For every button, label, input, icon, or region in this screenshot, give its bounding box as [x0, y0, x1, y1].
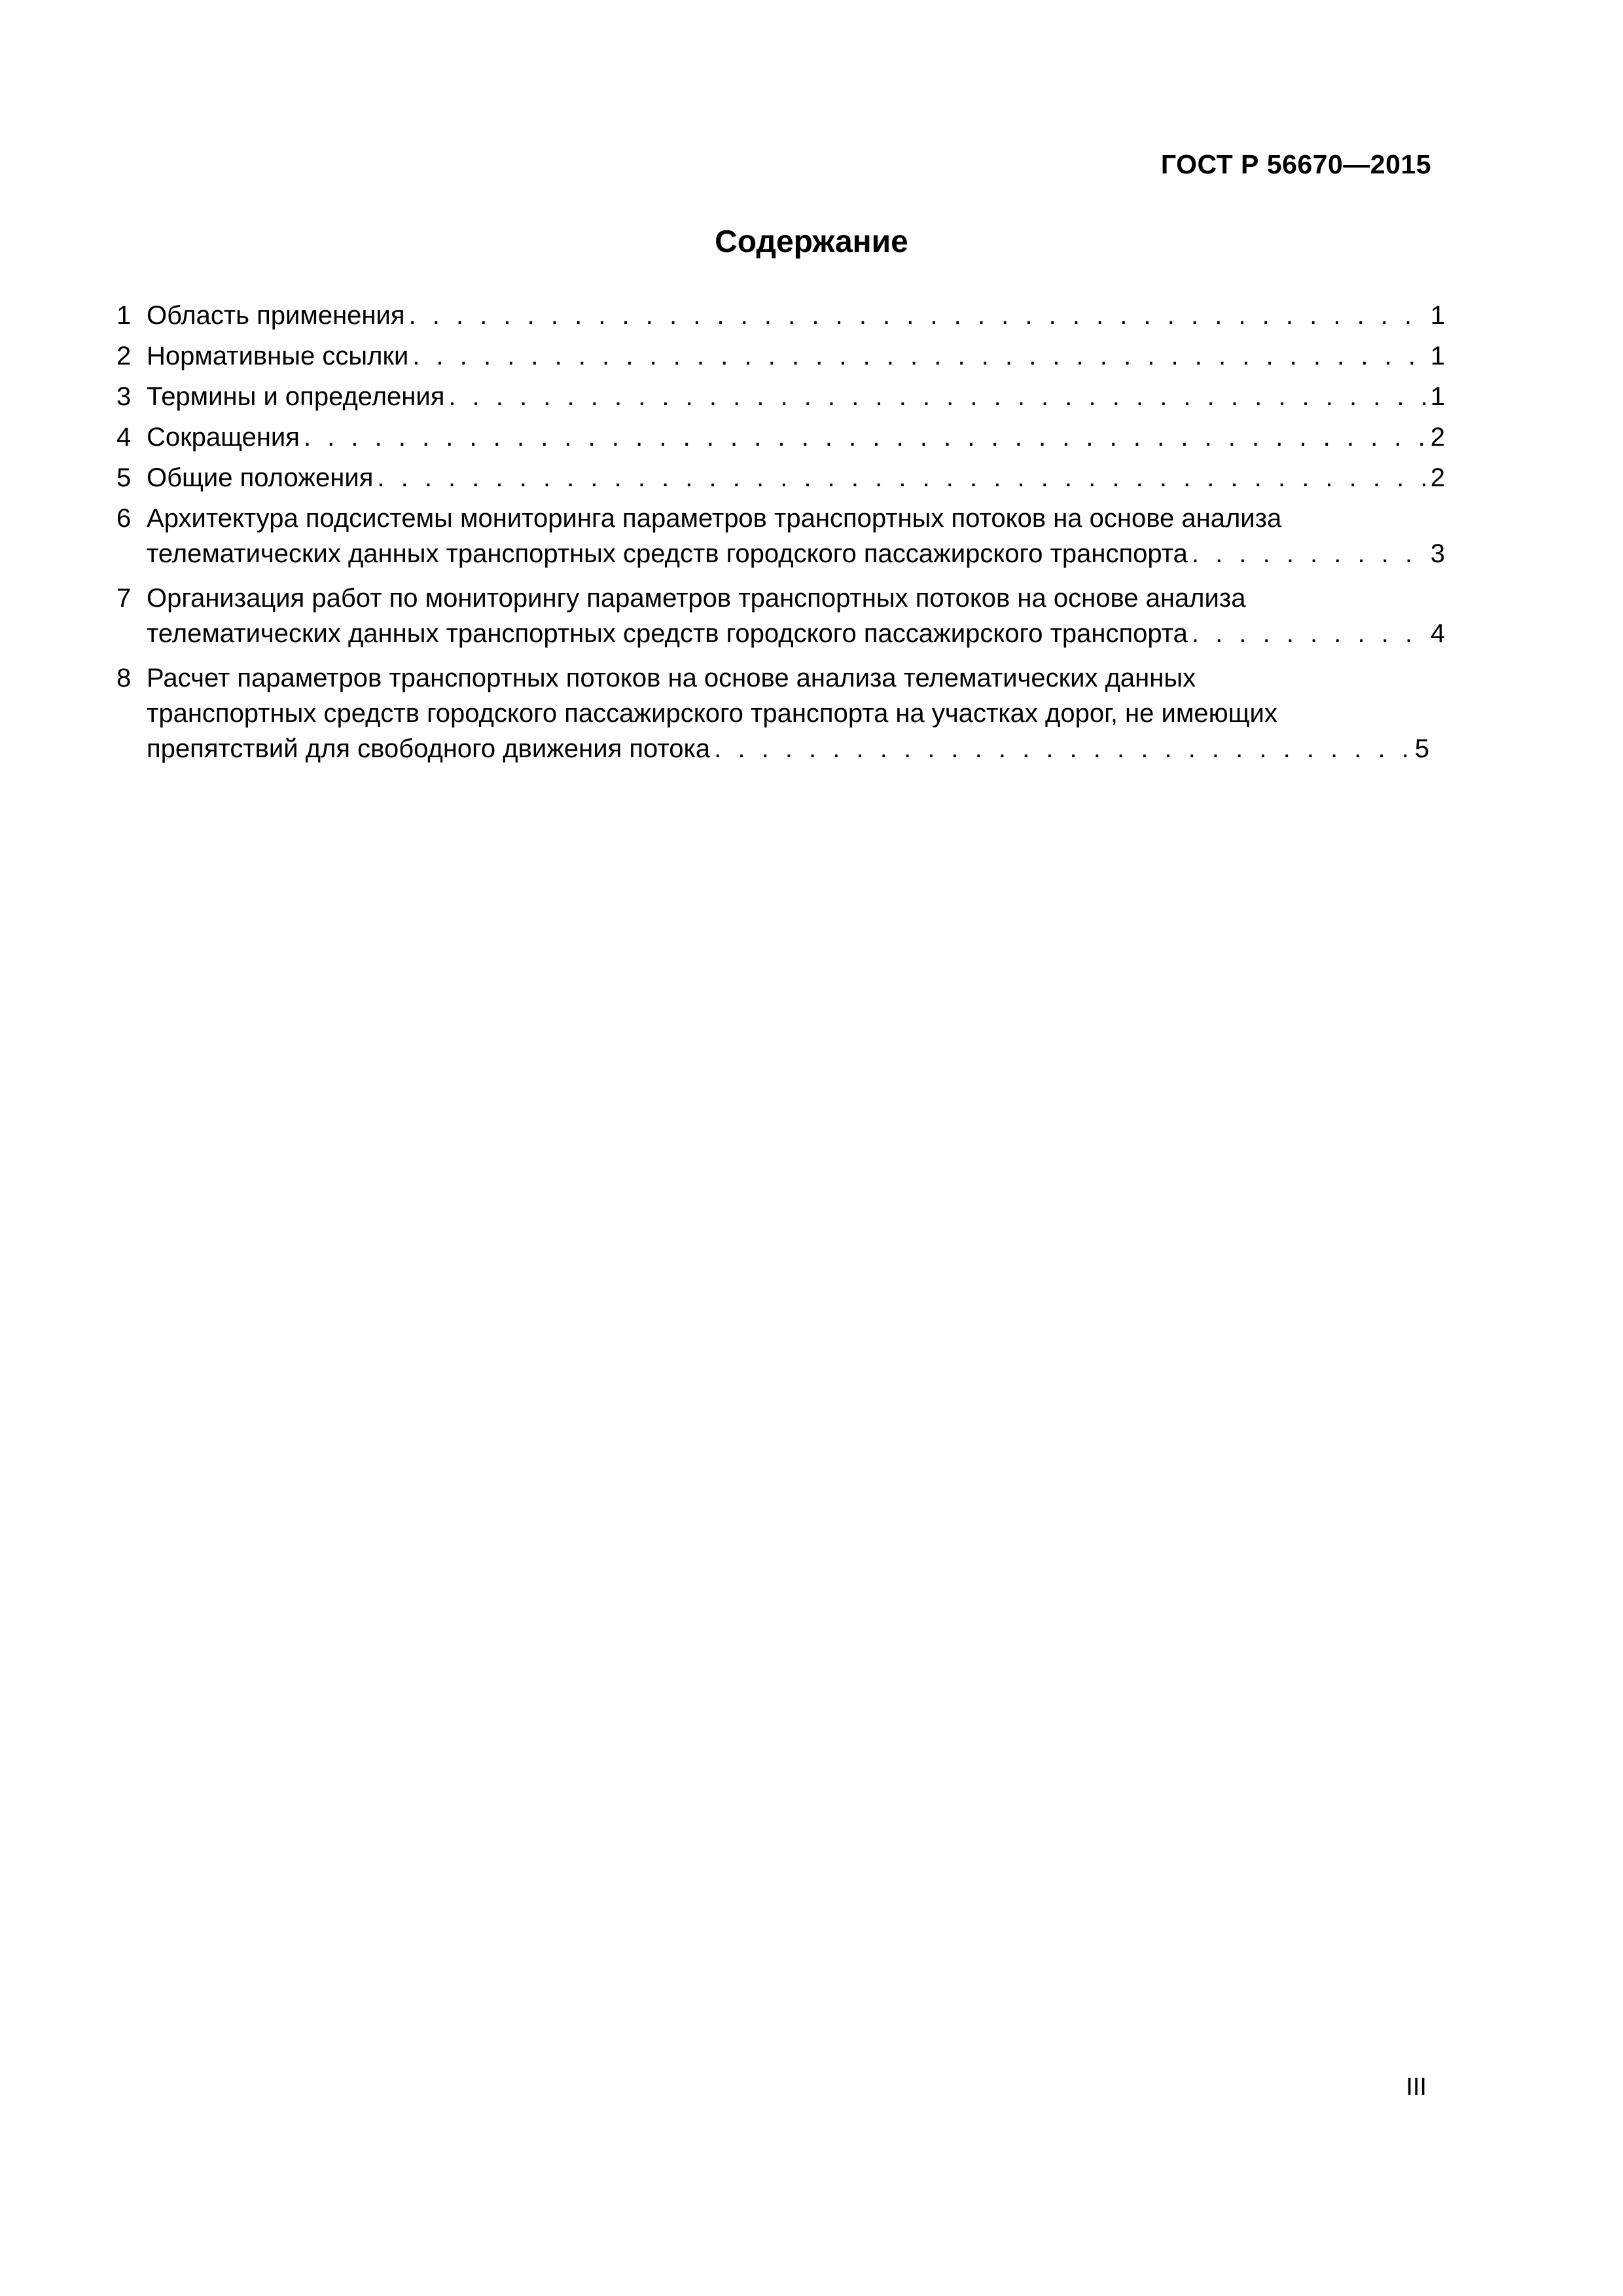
- toc-entry-6[interactable]: [116, 501, 1445, 571]
- toc-entry-title: Нормативные ссылки: [147, 342, 409, 370]
- page-number: III: [1406, 2073, 1427, 2101]
- toc-entry-title: Область применения: [147, 301, 405, 330]
- dot-leader: [409, 298, 1428, 333]
- dot-leader: [714, 731, 1412, 766]
- toc-entry-number: 5: [116, 463, 132, 492]
- toc-entry-page: 3: [1430, 539, 1445, 568]
- toc-entry-page: 2: [1430, 423, 1445, 452]
- toc-entry-title-line: транспортных средств городского пассажирского транспорта на участках дорог, не имеющих: [147, 699, 1277, 728]
- toc-entry-number: 7: [116, 584, 132, 613]
- dot-leader: [304, 420, 1428, 455]
- dot-leader: [1192, 536, 1428, 571]
- toc-entry-2[interactable]: [116, 338, 1445, 374]
- toc-entry-title: Общие положения: [147, 463, 374, 492]
- table-of-contents: [116, 298, 1445, 776]
- toc-entry-5[interactable]: [116, 460, 1445, 495]
- toc-entry-number: 3: [116, 382, 132, 411]
- toc-entry-page: 1: [1430, 342, 1445, 370]
- toc-entry-page: 4: [1430, 619, 1445, 648]
- toc-entry-title-line: Расчет параметров транспортных потоков на основе анализа телематических данных: [147, 664, 1196, 692]
- dot-leader: [1192, 616, 1428, 651]
- toc-entry-number: 8: [116, 664, 132, 692]
- toc-entry-title-line: телематических данных транспортных средств городского пассажирского транспорта: [147, 539, 1188, 568]
- toc-entry-title-line: препятствий для свободного движения потока: [147, 734, 711, 763]
- dot-leader: [412, 338, 1427, 374]
- toc-entry-number: 2: [116, 342, 132, 370]
- document-code: ГОСТ Р 56670—2015: [1160, 149, 1431, 179]
- toc-entry-title: Сокращения: [147, 423, 300, 452]
- toc-entry-page: 5: [1414, 734, 1429, 763]
- toc-entry-8[interactable]: [116, 660, 1445, 766]
- toc-entry-title-line: Организация работ по мониторингу параметров транспортных потоков на основе анализа: [147, 584, 1246, 613]
- toc-entry-number: 1: [116, 301, 132, 330]
- toc-entry-title: Термины и определения: [147, 382, 445, 411]
- toc-entry-page: 1: [1430, 301, 1445, 330]
- toc-entry-title-line: Архитектура подсистемы мониторинга параметров транспортных потоков на основе анализа: [147, 504, 1282, 533]
- toc-entry-title-line: телематических данных транспортных средств городского пассажирского транспорта: [147, 619, 1188, 648]
- toc-entry-number: 4: [116, 423, 132, 452]
- toc-entry-page: 2: [1430, 463, 1445, 492]
- toc-entry-1[interactable]: [116, 298, 1445, 333]
- toc-entry-4[interactable]: [116, 420, 1445, 455]
- toc-entry-page: 1: [1430, 382, 1445, 411]
- dot-leader: [448, 379, 1427, 414]
- toc-title: Содержание: [715, 224, 908, 259]
- toc-entry-3[interactable]: [116, 379, 1445, 414]
- toc-entry-7[interactable]: [116, 581, 1445, 651]
- toc-entry-number: 6: [116, 504, 132, 533]
- dot-leader: [377, 460, 1427, 495]
